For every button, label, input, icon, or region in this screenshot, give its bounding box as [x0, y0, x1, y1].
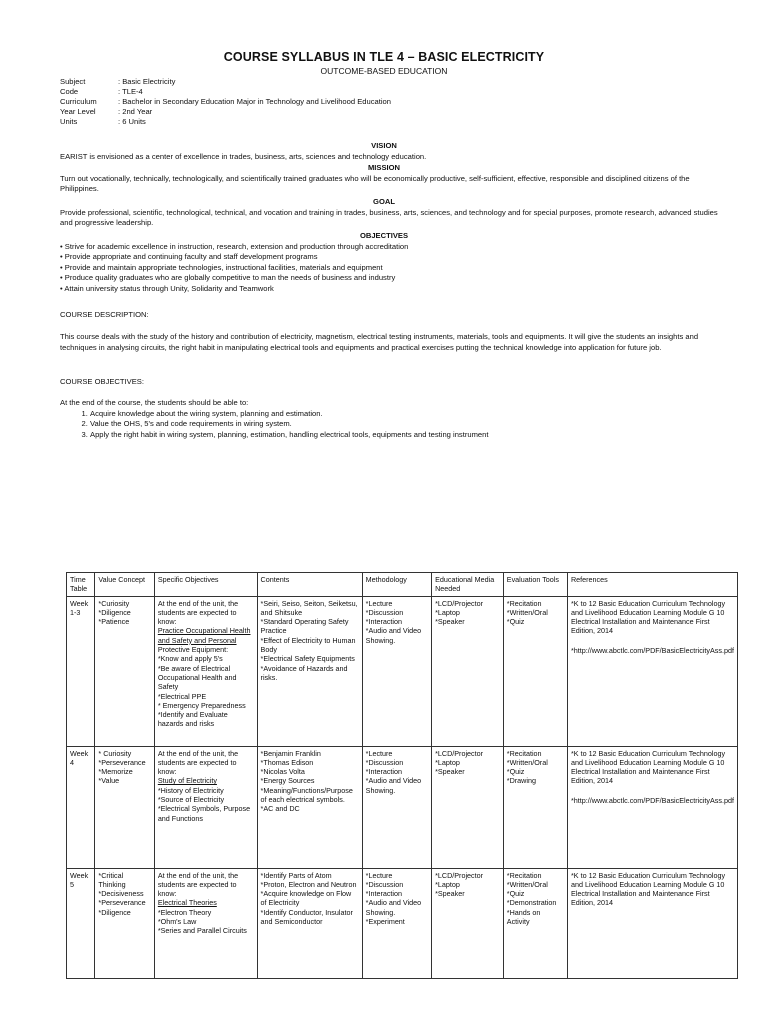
contents-cell: [257, 868, 362, 978]
course-info: [60, 77, 391, 127]
objectives-intro: At the end of the unit, the students are expected to know:: [157, 870, 239, 899]
vision-text: EARIST is envisioned as a center of excellence in trades, business, arts, sciences and technology education.: [60, 151, 427, 161]
educational-media-cell: [432, 868, 504, 978]
course-objectives-list: [60, 409, 700, 441]
methodology-cell: [362, 868, 431, 978]
cell-line: *Lecture: [365, 870, 393, 880]
col-header-references: References: [567, 573, 737, 597]
cell-line: *Electrical PPE: [157, 691, 207, 701]
value-concept-cell: [95, 746, 154, 868]
cell-line: *Quiz: [506, 767, 525, 777]
cell-line: *Value: [98, 776, 120, 786]
table-row: [67, 596, 738, 746]
objectives-intro: At the end of the unit, the students are expected to know:: [157, 598, 239, 627]
time-table-cell: Week 1-3: [67, 596, 95, 746]
col-header-value-concept: Value Concept: [95, 573, 154, 597]
cell-line: *Demonstration: [506, 898, 557, 908]
cell-line: *Discussion: [365, 607, 404, 617]
contents-cell: [257, 746, 362, 868]
objectives-topic: Study of Electricity: [157, 776, 217, 786]
cell-line: *Recitation: [506, 598, 542, 608]
objectives-intro: At the end of the unit, the students are expected to know:: [157, 748, 239, 777]
objectives-heading: OBJECTIVES: [359, 231, 409, 240]
methodology-cell: [362, 596, 431, 746]
course-objectives: [60, 398, 700, 440]
col-header-evaluation-tools: Evaluation Tools: [503, 573, 567, 597]
col-header-contents: Contents: [257, 573, 362, 597]
value-concept-cell: [95, 868, 154, 978]
list-item: 3. Apply the right habit in wiring system, planning, estimation, handling electrical tools, equipments and testing instrument: [90, 430, 700, 441]
col-header-specific-objectives: Specific Objectives: [154, 573, 257, 597]
objectives-section: [60, 231, 730, 295]
time-table-cell: Week 5: [67, 868, 95, 978]
cell-line: *Critical Thinking: [98, 870, 126, 889]
cell-line: *LCD/Projector: [435, 598, 484, 608]
cell-line: *Acquire knowledge on Flow of Electricity: [260, 889, 352, 908]
table-row: [67, 746, 738, 868]
cell-line: *Discussion: [365, 757, 404, 767]
cell-line: *AC and DC: [260, 804, 300, 814]
cell-line: *Nicolas Volta: [260, 767, 305, 777]
vision-heading: VISION: [371, 141, 397, 150]
cell-line: *Laptop: [435, 757, 460, 767]
objectives-list: [60, 242, 730, 295]
objectives-topic: Electrical Theories: [157, 898, 217, 908]
cell-line: *Interaction: [365, 889, 403, 899]
cell-line: *Written/Oral: [506, 607, 548, 617]
course-description-label: COURSE DESCRIPTION:: [60, 310, 149, 319]
cell-line: *Avoidance of Hazards and risks.: [260, 663, 348, 682]
educational-media-cell: [432, 746, 504, 868]
cell-line: *K to 12 Basic Education Curriculum Technology and Livelihood Education Learning Module G 10 Electrical Installation and Maintenance First Edition, 2014: [570, 598, 726, 636]
goal-text: Provide professional, scientific, technological, technical, and vocation and training in trades, business, arts, sciences, and technology and for special purposes, promote research, advanced studies and progressive leadership.: [60, 207, 718, 228]
mission-section: [60, 163, 730, 195]
cell-line: *Patience: [98, 617, 130, 627]
cell-line: *Benjamin Franklin: [260, 748, 321, 758]
course-description-text: This course deals with the study of the history and contribution of electricity, magnetism, electrical testing instruments, materials, tools and equipments. It will give the students an insights and techniques in analysing circuits, the right habit in manipulating electrical tools and equipments and practical exercises putting the technical knowledge into application for future job.: [60, 332, 699, 352]
cell-line: *Recitation: [506, 870, 542, 880]
cell-line: * Curiosity: [98, 748, 132, 758]
cell-line: *Written/Oral: [506, 757, 548, 767]
cell-line: *Lecture: [365, 748, 393, 758]
cell-line: *Meaning/Functions/Purpose of each electrical symbols.: [260, 785, 353, 805]
cell-line: *Quiz: [506, 889, 525, 899]
goal-heading: GOAL: [373, 197, 395, 206]
evaluation-tools-cell: [503, 746, 567, 868]
cell-line: *Electrical Symbols, Purpose and Functions: [157, 804, 251, 823]
cell-line: *Energy Sources: [260, 776, 315, 786]
cell-line: *LCD/Projector: [435, 748, 484, 758]
cell-line: *Perseverance: [98, 757, 146, 767]
cell-line: *Speaker: [435, 617, 465, 627]
cell-line: *Discussion: [365, 879, 404, 889]
value-concept-cell: [95, 596, 154, 746]
course-objectives-intro: At the end of the course, the students should be able to:: [60, 398, 249, 407]
cell-line: *Audio and Video Showing.: [365, 626, 422, 645]
cell-line: *Quiz: [506, 617, 525, 627]
evaluation-tools-cell: [503, 596, 567, 746]
cell-line: *Audio and Video Showing.: [365, 898, 422, 917]
info-row-subject: Subject : Basic Electricity: [60, 77, 176, 86]
cell-line: *Identify and Evaluate hazards and risks: [157, 710, 228, 729]
cell-line: *Series and Parallel Circuits: [157, 926, 247, 936]
cell-line: *Recitation: [506, 748, 542, 758]
cell-line: *Memorize: [98, 767, 133, 777]
cell-line: *Electrical Safety Equipments: [260, 654, 355, 664]
cell-line: *Laptop: [435, 879, 460, 889]
references-cell: [567, 746, 737, 868]
time-table-cell: Week 4: [67, 746, 95, 868]
specific-objectives-cell: [154, 596, 257, 746]
specific-objectives-cell: [154, 746, 257, 868]
evaluation-tools-cell: [503, 868, 567, 978]
cell-line: *Decisiveness: [98, 889, 144, 899]
cell-line: *K to 12 Basic Education Curriculum Technology and Livelihood Education Learning Module G 10 Electrical Installation and Maintenance First Edition, 2014: [570, 870, 726, 908]
cell-line: *Written/Oral: [506, 879, 548, 889]
document-title: COURSE SYLLABUS IN TLE 4 – BASIC ELECTRICITY: [223, 50, 545, 64]
col-header-educational-media: Educational Media Needed: [432, 573, 504, 597]
specific-objectives-cell: [154, 868, 257, 978]
info-row-year-level: Year Level : 2nd Year: [60, 107, 153, 116]
document-subtitle: OUTCOME-BASED EDUCATION: [320, 66, 448, 76]
cell-line: *Audio and Video Showing.: [365, 776, 422, 795]
cell-line: *Hands on Activity: [506, 907, 541, 927]
cell-line: *Diligence: [98, 607, 131, 617]
references-cell: [567, 596, 737, 746]
mission-text: Turn out vocationally, technically, technologically, and scientifically trained graduates who will be economically productive, self-sufficient, effective, responsible and disciplined citizens of the Philippines.: [60, 173, 690, 194]
cell-line: *Drawing: [506, 776, 536, 786]
cell-line: *Know and apply 5's: [157, 654, 223, 664]
cell-line: *Speaker: [435, 889, 465, 899]
table-body: [67, 596, 738, 978]
cell-line: *Electron Theory: [157, 907, 212, 917]
objectives-topic: Practice Occupational Health and Safety and Personal: [157, 626, 251, 645]
cell-line: *Standard Operating Safety Practice: [260, 617, 349, 636]
references-cell: [567, 868, 737, 978]
cell-line: *Effect of Electricity to Human Body: [260, 635, 356, 655]
list-item: • Strive for academic excellence in instruction, research, extension and production through accreditation: [60, 241, 409, 251]
list-item: 2. Value the OHS, 5's and code requirements in wiring system.: [90, 419, 700, 430]
goal-section: [60, 197, 730, 229]
vision-section: [60, 141, 730, 162]
cell-line: *Diligence: [98, 907, 131, 917]
cell-line: *Perseverance: [98, 898, 146, 908]
col-header-time-table: Time Table: [67, 573, 95, 597]
cell-line: *Identify Parts of Atom: [260, 870, 332, 880]
info-row-code: Code : TLE-4: [60, 87, 143, 96]
list-item: • Provide appropriate and continuing faculty and staff development programs: [60, 252, 318, 262]
syllabus-table: [66, 572, 738, 979]
table-row: [67, 868, 738, 978]
cell-line: *History of Electricity: [157, 785, 224, 795]
list-item: • Provide and maintain appropriate technologies, instructional facilities, materials and equipment: [60, 262, 383, 272]
cell-line: *Thomas Edison: [260, 757, 314, 767]
methodology-cell: [362, 746, 431, 868]
cell-line: *Source of Electricity: [157, 795, 225, 805]
cell-line: *Proton, Electron and Neutron: [260, 879, 357, 889]
cell-line: *Be aware of Electrical Occupational Health and Safety: [157, 663, 237, 692]
cell-line: Protective Equipment:: [157, 645, 229, 655]
course-objectives-label: COURSE OBJECTIVES:: [60, 377, 144, 386]
cell-line: *http://www.abctlc.com/PDF/BasicElectricityAss.pdf: [570, 795, 734, 805]
table-header-row: [67, 573, 738, 597]
cell-line: *Interaction: [365, 767, 403, 777]
cell-line: *Seiri, Seiso, Seiton, Seiketsu, and Shitsuke: [260, 598, 358, 617]
info-row-curriculum: Curriculum : Bachelor in Secondary Education Major in Technology and Livelihood Education: [60, 97, 391, 106]
cell-line: *Interaction: [365, 617, 403, 627]
cell-line: *K to 12 Basic Education Curriculum Technology and Livelihood Education Learning Module G 10 Electrical Installation and Maintenance First Edition, 2014: [570, 748, 726, 786]
cell-line: * Emergency Preparedness: [157, 700, 246, 710]
cell-line: *http://www.abctlc.com/PDF/BasicElectricityAss.pdf: [570, 645, 734, 655]
mission-heading: MISSION: [367, 163, 401, 172]
list-item: • Produce quality graduates who are globally competitive to man the needs of business and industry: [60, 273, 396, 283]
info-row-units: Units : 6 Units: [60, 117, 146, 126]
list-item: • Attain university status through Unity, Solidarity and Teamwork: [60, 283, 274, 293]
cell-line: *Speaker: [435, 767, 465, 777]
col-header-methodology: Methodology: [362, 573, 431, 597]
contents-cell: [257, 596, 362, 746]
cell-line: *LCD/Projector: [435, 870, 484, 880]
list-item: 1. Acquire knowledge about the wiring system, planning and estimation.: [90, 409, 700, 420]
cell-line: *Ohm's Law: [157, 917, 197, 927]
cell-line: *Curiosity: [98, 598, 130, 608]
cell-line: *Experiment: [365, 917, 405, 927]
cell-line: *Lecture: [365, 598, 393, 608]
educational-media-cell: [432, 596, 504, 746]
cell-line: *Identify Conductor, Insulator and Semiconductor: [260, 907, 353, 927]
cell-line: *Laptop: [435, 607, 460, 617]
